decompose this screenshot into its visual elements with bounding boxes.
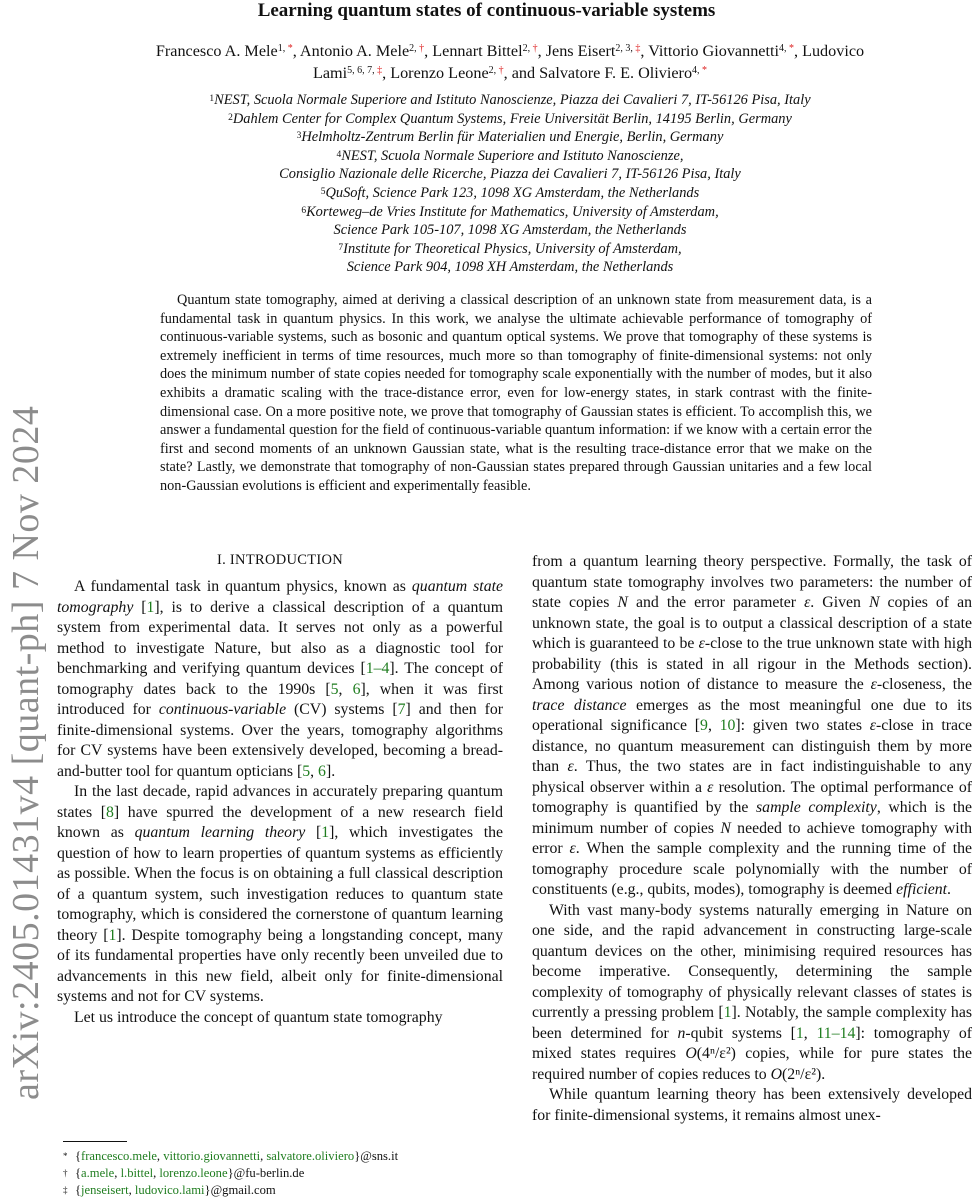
citation-link[interactable]: 1 bbox=[146, 598, 155, 616]
author-contact-mark: † bbox=[419, 43, 425, 54]
author-entry: Ludovico Lami$^{5, 6, 7, \ddagger}$, bbox=[312, 42, 865, 82]
emphasis-text: ε bbox=[569, 840, 576, 857]
affiliation-line-continued: Science Park 105-107, 1098 XG Amsterdam, the Netherlands bbox=[333, 222, 687, 239]
citation-link[interactable]: 11–14 bbox=[816, 1024, 856, 1042]
affiliation-number: 7 bbox=[338, 242, 344, 253]
citation-link[interactable]: 7 bbox=[397, 701, 406, 718]
affiliation-number: 6 bbox=[301, 205, 307, 216]
author-name: Ludovico Lami bbox=[312, 42, 865, 82]
author-affiliation-marks: 4, * bbox=[778, 43, 794, 54]
email-link[interactable]: vittorio.giovannetti bbox=[163, 1149, 261, 1163]
author-affiliation-marks: 4, * bbox=[692, 65, 708, 76]
intro-paragraph-4: With vast many-body systems naturally emerging in Nature on one side, and the rapid advancement in constructing large-scale quantum devices on the other, minimising required resources has become imperative. Consequently, determining the sample complexity of tomography of physically relevant classes of states is currently a pressing problem [1]. Notably, the sample complexity has been determined for n-qubit systems [1, 11–14]: tomography of mixed states requires O(4ⁿ/ε²) copies, while for pure states the required number of copies reduces to O(2ⁿ/ε²). bbox=[532, 901, 972, 1083]
author-entry: Antonio A. Mele$^{2, \dagger}$, bbox=[299, 42, 429, 60]
emphasis-text: continuous-variable bbox=[158, 701, 287, 718]
citation-link[interactable]: 10 bbox=[719, 717, 736, 734]
affiliation-number: 5 bbox=[320, 186, 326, 197]
emphasis-text: quantum state tomography bbox=[57, 578, 503, 616]
author-name: and Salvatore F. E. Oliviero bbox=[511, 64, 693, 82]
emphasis-text: ε bbox=[804, 594, 811, 611]
affiliation-line-continued: Science Park 904, 1098 XH Amsterdam, the Netherlands bbox=[346, 259, 674, 276]
affiliation-text: NEST, Scuola Normale Superiore and Istituto Nanoscienze, bbox=[341, 147, 684, 164]
author-entry: Lorenzo Leone$^{2, \dagger}$, bbox=[390, 64, 508, 82]
author-affiliation-marks: 1, * bbox=[277, 43, 293, 54]
emphasis-text: N bbox=[617, 594, 628, 611]
affiliation-number: 3 bbox=[296, 131, 302, 142]
citation-link[interactable]: 1–4 bbox=[365, 660, 390, 677]
citation-link[interactable]: 9 bbox=[700, 717, 708, 734]
footnote-mark: † bbox=[63, 1168, 68, 1178]
affiliation-number: 4 bbox=[336, 149, 342, 160]
affiliation-text: Dahlem Center for Complex Quantum Systems, Freie Universität Berlin, 14195 Berlin, Germany bbox=[232, 110, 792, 127]
author-contact-mark: ‡ bbox=[377, 65, 383, 76]
affiliation-line bbox=[160, 128, 860, 147]
emphasis-text: ε bbox=[698, 635, 705, 652]
citation-link[interactable]: 1 bbox=[321, 824, 330, 841]
affiliation-line bbox=[160, 203, 860, 222]
email-link[interactable]: ludovico.lami bbox=[134, 1183, 205, 1197]
author-entry: Vittorio Giovannetti$^{4, *}$, bbox=[648, 42, 799, 60]
author-affiliation-marks: 5, 6, 7, ‡ bbox=[347, 65, 383, 76]
affiliation-text: NEST, Scuola Normale Superiore and Istituto Nanoscienze, Piazza dei Cavalieri 7, IT-56126 Pisa, Italy bbox=[214, 92, 811, 108]
affiliation-line bbox=[160, 110, 860, 129]
citation-link[interactable]: 8 bbox=[106, 803, 114, 821]
author-name: Francesco A. Mele bbox=[155, 42, 278, 60]
intro-paragraph-5: While quantum learning theory has been extensively developed for finite-dimensional systems, it remains almost unex- bbox=[532, 1086, 972, 1124]
email-domain: @sns.it bbox=[360, 1149, 399, 1163]
emphasis-text: ε bbox=[567, 758, 574, 775]
emphasis-text: sample complexity bbox=[756, 799, 877, 816]
emphasis-text: efficient bbox=[896, 881, 948, 898]
author-entry: Jens Eisert$^{2, 3, \ddagger}$, bbox=[545, 42, 645, 60]
email-domain: @gmail.com bbox=[210, 1183, 276, 1197]
author-affiliation-marks: 2, 3, ‡ bbox=[615, 43, 641, 54]
author-name: Lorenzo Leone bbox=[390, 64, 489, 82]
affiliation-list bbox=[160, 91, 860, 277]
affiliation-text: Korteweg–de Vries Institute for Mathematics, University of Amsterdam, bbox=[306, 203, 719, 220]
author-entry bbox=[512, 64, 707, 82]
author-entry: Lennart Bittel$^{2, \dagger}$, bbox=[432, 42, 542, 60]
email-link[interactable]: jenseisert bbox=[81, 1183, 129, 1197]
email-link[interactable]: a.mele bbox=[81, 1166, 115, 1180]
author-name: Jens Eisert bbox=[545, 42, 616, 60]
author-contact-mark: † bbox=[498, 65, 504, 76]
affiliation-number: 1 bbox=[209, 94, 215, 104]
emphasis-text: N bbox=[868, 594, 880, 611]
section-heading-introduction: I. INTRODUCTION bbox=[216, 552, 344, 568]
emphasis-text: trace distance bbox=[532, 696, 627, 714]
emphasis-text: ε bbox=[870, 676, 877, 693]
affiliation-text: QuSoft, Science Park 123, 1098 XG Amsterdam, the Netherlands bbox=[325, 184, 700, 201]
author-affiliation-marks: 2, † bbox=[488, 65, 504, 76]
citation-link[interactable]: 6 bbox=[352, 680, 361, 698]
author-contact-mark: * bbox=[788, 43, 794, 54]
author-affiliation-marks: 2, † bbox=[409, 43, 425, 54]
citation-link[interactable]: 1 bbox=[723, 1004, 732, 1021]
intro-paragraph-continued: from a quantum learning theory perspective. Formally, the task of quantum state tomography involves two parameters: the number of state copies N and the error parameter ε. Given N copies of an unknown state, the goal is to output a classical description of a state which is guaranteed to be ε-close to the true unknown state with high probability (this is stated in all rigour in the Methods section). Among various notion of distance to measure the ε-closeness, the trace distance emerges as the most meaningful one due to its operational significance [9, 10]: given two states ε-close in trace distance, no quantum measurement can distinguish them by more than ε. Thus, the two states are in fact indistinguishable to any physical observer within a ε resolution. The optimal performance of tomography is quantified by the sample complexity, which is the minimum number of copies N needed to achieve tomography with error ε. When the sample complexity and the running time of the tomography procedure scale polynomially with the number of constituents (e.g., qubits, modes), tomography is deemed efficient. bbox=[532, 553, 973, 898]
citation-link[interactable]: 1 bbox=[795, 1024, 804, 1042]
affiliation-line bbox=[160, 91, 860, 110]
email-link[interactable]: l.bittel bbox=[120, 1166, 154, 1180]
emphasis-text: N bbox=[720, 819, 731, 837]
author-entry: Francesco A. Mele$^{1, *}$, bbox=[155, 42, 297, 60]
footnote-line: ‡ {jenseisert, ludovico.lami}@gmail.com bbox=[63, 1183, 276, 1197]
citation-link[interactable]: 6 bbox=[318, 762, 326, 780]
email-link[interactable]: lorenzo.leone bbox=[159, 1166, 228, 1180]
citation-link[interactable]: 5 bbox=[302, 762, 311, 780]
citation-link[interactable]: 5 bbox=[330, 680, 339, 698]
author-contact-mark: * bbox=[287, 43, 293, 54]
author-contact-mark: * bbox=[702, 65, 708, 76]
affiliation-line-continued: Consiglio Nazionale delle Ricerche, Piazza dei Cavalieri 7, IT-56126 Pisa, Italy bbox=[279, 166, 741, 183]
author-name: Lennart Bittel bbox=[432, 42, 523, 60]
right-column bbox=[532, 552, 972, 1126]
author-name: Vittorio Giovannetti bbox=[648, 42, 779, 60]
intro-paragraph-2: In the last decade, rapid advances in accurately preparing quantum states [8] have spurred the development of a new research field known as quantum learning theory [1], which investigates the question of how to learn properties of quantum systems as efficiently as possible. When the focus is on obtaining a full classical description of a quantum system, such investigation reduces to quantum state tomography, which is considered the cornerstone of quantum learning theory [1]. Despite tomography being a longstanding concept, many of its fundamental properties have only recently been unveiled due to advancements in this new field, albeit only for finite-dimensional systems and not for CV systems. bbox=[57, 783, 504, 1005]
author-list bbox=[150, 40, 870, 84]
emphasis-text: O bbox=[685, 1045, 697, 1062]
emphasis-text: O bbox=[770, 1065, 783, 1083]
abstract: Quantum state tomography, aimed at deriving a classical description of an unknown state from measurement data, is a fundamental task in quantum physics. In this work, we analyse the ultimate achievable performance of tomography of continuous-variable systems, such as bosonic and quantum optical systems. We prove that tomography of these systems is extremely inefficient in terms of time resources, much more so than tomography of finite-dimensional systems: not only does the minimum number of state copies needed for tomography scale exponentially with the number of modes, but it also exhibits a dramatic scaling with the trace-distance error, even for low-energy states, in stark contrast with the finite-dimensional case. On a more positive note, we prove that tomography of Gaussian states is efficient. To accomplish this, we answer a fundamental question for the field of continuous-variable quantum information: if we know with a certain error the first and second moments of an unknown Gaussian state, what is the resulting trace-distance error that we make on the state? Lastly, we demonstrate that tomography of non-Gaussian states prepared through Gaussian unitaries and a few local non-Gaussian evolutions is efficient and experimentally feasible. bbox=[160, 292, 872, 494]
footnote-line: † {a.mele, l.bittel, lorenzo.leone}@fu-berlin.de bbox=[63, 1166, 305, 1180]
email-link[interactable]: francesco.mele bbox=[81, 1149, 157, 1163]
intro-paragraph-3: Let us introduce the concept of quantum state tomography bbox=[74, 1008, 443, 1026]
emphasis-text: ε bbox=[707, 778, 714, 796]
affiliation-line bbox=[160, 184, 860, 203]
affiliation-line bbox=[160, 147, 860, 166]
author-contact-mark: † bbox=[532, 43, 538, 54]
footnote-mark: ‡ bbox=[63, 1185, 68, 1195]
emphasis-text: ε bbox=[869, 717, 876, 734]
author-affiliation-marks: 2, † bbox=[522, 43, 538, 54]
affiliation-line bbox=[160, 240, 860, 259]
affiliation-number: 2 bbox=[228, 112, 233, 123]
author-contact-mark: ‡ bbox=[635, 43, 641, 54]
footnote-list bbox=[63, 1148, 503, 1199]
emphasis-text: quantum learning theory bbox=[134, 824, 306, 841]
footnote-mark: * bbox=[63, 1151, 68, 1161]
arxiv-identifier-stamp: arXiv:2405.01431v4 [quant-ph] 7 Nov 2024 bbox=[5, 405, 47, 1100]
citation-link[interactable]: 1 bbox=[108, 926, 117, 944]
footnote-line: * {francesco.mele, vittorio.giovannetti, salvatore.oliviero}@sns.it bbox=[63, 1149, 399, 1163]
footnote-rule bbox=[63, 1141, 127, 1142]
author-name: Antonio A. Mele bbox=[299, 42, 410, 60]
left-column bbox=[57, 577, 503, 1028]
emphasis-text: n bbox=[677, 1024, 686, 1042]
affiliation-text: Helmholtz-Zentrum Berlin für Materialien und Energie, Berlin, Germany bbox=[301, 129, 724, 146]
intro-paragraph-1: A fundamental task in quantum physics, known as quantum state tomography [1], is to derive a classical description of a quantum system from experimental data. It serves not only as a powerful method to investigate Nature, but also as a diagnostic tool for benchmarking and verifying quantum devices [1–4]. The concept of tomography dates back to the 1990s [5, 6], when it was first introduced for continuous-variable (CV) systems [7] and then for finite-dimensional systems. Over the years, tomography algorithms for CV systems have been extensively developed, becoming a bread-and-butter tool for quantum opticians [5, 6]. bbox=[57, 578, 503, 780]
email-link[interactable]: salvatore.oliviero bbox=[266, 1149, 355, 1163]
affiliation-text: Institute for Theoretical Physics, University of Amsterdam, bbox=[343, 240, 682, 257]
paper-title: Learning quantum states of continuous-variable systems bbox=[257, 0, 716, 21]
email-domain: @fu-berlin.de bbox=[233, 1166, 305, 1180]
